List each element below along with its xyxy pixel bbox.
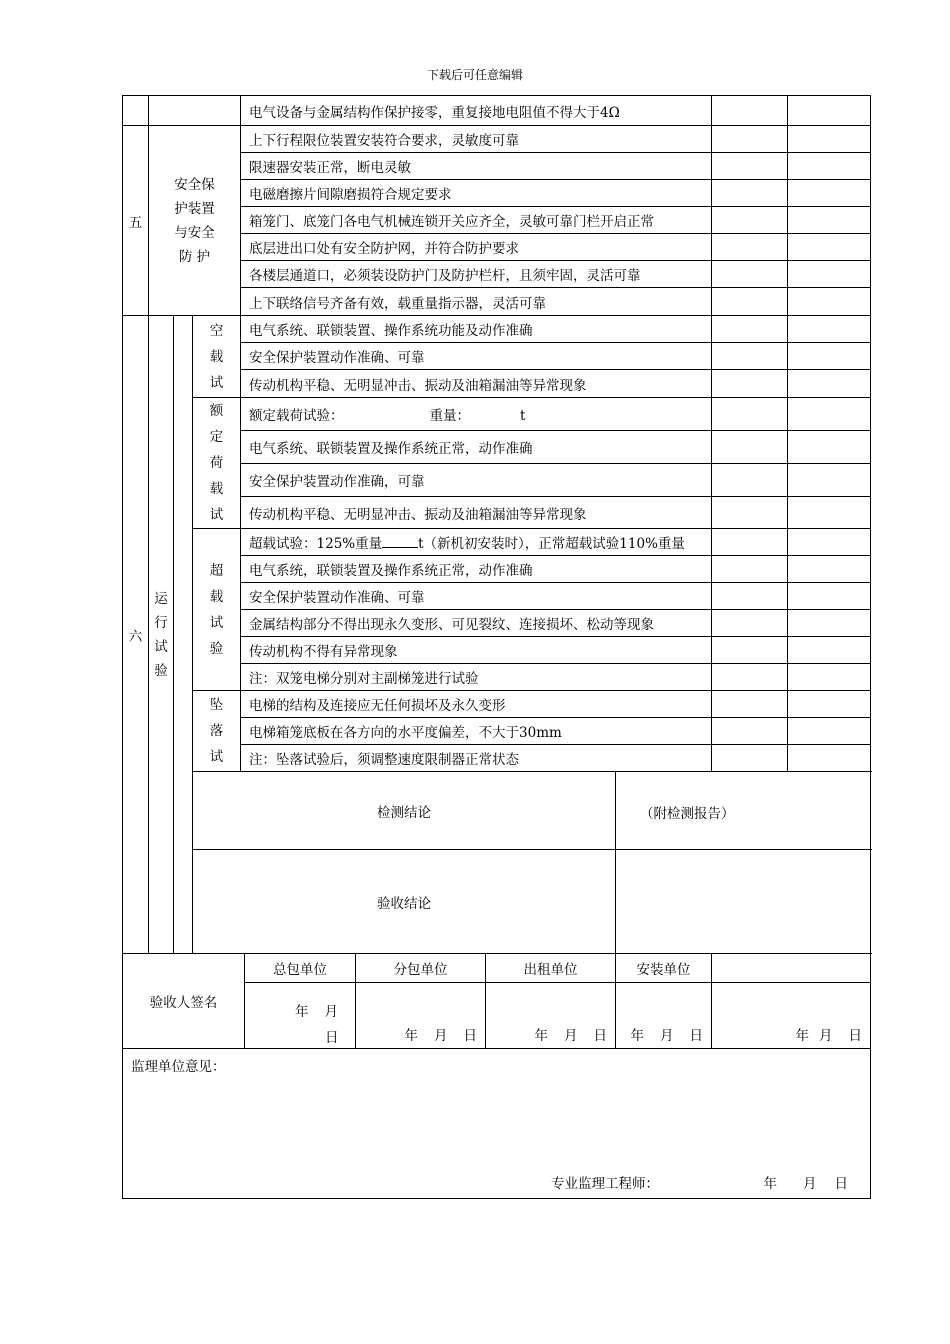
remark-cell bbox=[788, 718, 871, 745]
check-item: 传动机构不得有异常现象 bbox=[241, 637, 712, 664]
remark-cell bbox=[788, 464, 871, 497]
rated-load-test-row bbox=[241, 398, 712, 431]
result-cell bbox=[712, 556, 788, 583]
remark-cell bbox=[788, 583, 871, 610]
unit-lessor: 出租单位 bbox=[486, 954, 616, 983]
section-label-safety: 安全保 护装置 与安全 防 护 bbox=[149, 126, 241, 316]
check-item: 上下联络信号齐备有效，载重量指示器，灵活可靠 bbox=[241, 288, 712, 316]
check-item: 电气系统，联锁装置及操作系统正常，动作准确 bbox=[241, 556, 712, 583]
weight-unit: t bbox=[520, 408, 526, 424]
remark-cell bbox=[788, 343, 871, 370]
result-cell bbox=[712, 745, 788, 772]
check-item: 电梯箱笼底板在各方向的水平度偏差，不大于30mm bbox=[241, 718, 712, 745]
remark-cell bbox=[788, 153, 871, 180]
result-cell bbox=[712, 234, 788, 261]
check-item: 电磁磨擦片间隙磨损符合规定要求 bbox=[241, 180, 712, 207]
check-item: 上下行程限位装置安装符合要求，灵敏度可靠 bbox=[241, 126, 712, 153]
section-number-6: 六 bbox=[123, 316, 149, 954]
check-item: 金属结构部分不得出现永久变形、可见裂纹、连接损坏、松动等现象 bbox=[241, 610, 712, 637]
section-label-running-test: 运 行 试 验 bbox=[149, 316, 174, 954]
check-item: 注：双笼电梯分别对主副梯笼进行试验 bbox=[241, 664, 712, 691]
remark-cell bbox=[788, 96, 871, 126]
blank-column bbox=[174, 316, 193, 954]
blank-cell bbox=[712, 954, 871, 983]
remark-cell bbox=[788, 691, 871, 718]
remark-cell bbox=[788, 610, 871, 637]
remark-cell bbox=[788, 126, 871, 153]
check-item: 限速器安装正常，断电灵敏 bbox=[241, 153, 712, 180]
result-cell bbox=[712, 529, 788, 556]
remark-cell bbox=[788, 370, 871, 398]
unit-subcontractor: 分包单位 bbox=[356, 954, 486, 983]
supervision-label: 监理单位意见： bbox=[131, 1059, 226, 1075]
signature-date-lessor: 年 月 日 bbox=[486, 983, 616, 1049]
remark-cell bbox=[788, 497, 871, 529]
supervision-date: 年 月 日 bbox=[763, 1176, 849, 1192]
result-cell bbox=[712, 207, 788, 234]
signature-date-general: 年 月 日 bbox=[245, 983, 356, 1049]
unit-general-contractor: 总包单位 bbox=[245, 954, 356, 983]
overload-test-prefix: 超载试验：125%重量 bbox=[249, 536, 383, 552]
check-item: 各楼层通道口，必须装设防护门及防护栏杆，且须牢固，灵活可靠 bbox=[241, 261, 712, 288]
remark-cell bbox=[788, 261, 871, 288]
result-cell bbox=[712, 610, 788, 637]
result-cell bbox=[712, 126, 788, 153]
remark-cell bbox=[788, 431, 871, 464]
check-item: 底层进出口处有安全防护网，并符合防护要求 bbox=[241, 234, 712, 261]
result-cell bbox=[712, 464, 788, 497]
signature-label: 验收人签名 bbox=[123, 954, 245, 1049]
result-cell bbox=[712, 398, 788, 431]
result-cell bbox=[712, 431, 788, 464]
remark-cell bbox=[788, 529, 871, 556]
blank-cell bbox=[149, 96, 241, 126]
remark-cell bbox=[788, 745, 871, 772]
result-cell bbox=[712, 153, 788, 180]
result-cell bbox=[712, 664, 788, 691]
remark-cell bbox=[788, 637, 871, 664]
remark-cell bbox=[788, 234, 871, 261]
accept-conclusion-field bbox=[616, 850, 871, 954]
blank-cell bbox=[123, 96, 149, 126]
result-cell bbox=[712, 261, 788, 288]
result-cell bbox=[712, 288, 788, 316]
check-item: 安全保护装置动作准确、可靠 bbox=[241, 343, 712, 370]
remark-cell bbox=[788, 556, 871, 583]
signature-date-sub: 年 月 日 bbox=[356, 983, 486, 1049]
sub-label-empty-load: 空 载 试 bbox=[193, 316, 241, 398]
remark-cell bbox=[788, 207, 871, 234]
unit-installer: 安装单位 bbox=[616, 954, 712, 983]
result-cell bbox=[712, 637, 788, 664]
check-item: 电梯的结构及连接应无任何损坏及永久变形 bbox=[241, 691, 712, 718]
detect-conclusion-text: （附检测报告） bbox=[616, 772, 871, 850]
supervision-opinion bbox=[123, 1049, 871, 1199]
check-item: 安全保护装置动作准确、可靠 bbox=[241, 583, 712, 610]
remark-cell bbox=[788, 316, 871, 343]
check-item: 电气设备与金属结构作保护接零，重复接地电阻值不得大于4Ω bbox=[241, 96, 712, 126]
remark-cell bbox=[788, 398, 871, 431]
signature-date-installer: 年 月 日 bbox=[616, 983, 712, 1049]
check-item: 传动机构平稳、无明显冲击、振动及油箱漏油等异常现象 bbox=[241, 370, 712, 398]
result-cell bbox=[712, 180, 788, 207]
result-cell bbox=[712, 96, 788, 126]
result-cell bbox=[712, 718, 788, 745]
check-item: 电气系统、联锁装置及操作系统正常，动作准确 bbox=[241, 431, 712, 464]
remark-cell bbox=[788, 664, 871, 691]
result-cell bbox=[712, 370, 788, 398]
check-item: 注：坠落试验后，须调整速度限制器正常状态 bbox=[241, 745, 712, 772]
result-cell bbox=[712, 497, 788, 529]
result-cell bbox=[712, 583, 788, 610]
check-item: 箱笼门、底笼门各电气机械连锁开关应齐全，灵敏可靠门栏开启正常 bbox=[241, 207, 712, 234]
overload-test-row bbox=[241, 529, 712, 556]
accept-conclusion-label: 验收结论 bbox=[193, 850, 616, 954]
supervision-engineer-label: 专业监理工程师： bbox=[551, 1176, 659, 1192]
inspection-table bbox=[122, 95, 871, 1199]
remark-cell bbox=[788, 288, 871, 316]
sub-label-overload: 超 载 试 验 bbox=[193, 529, 241, 691]
result-cell bbox=[712, 691, 788, 718]
result-cell bbox=[712, 316, 788, 343]
weight-label: 重量： bbox=[429, 408, 471, 424]
section-number-5: 五 bbox=[123, 126, 149, 316]
page-header-note: 下载后可任意编辑 bbox=[426, 68, 523, 82]
check-item: 安全保护装置动作准确，可靠 bbox=[241, 464, 712, 497]
check-item: 传动机构平稳、无明显冲击、振动及油箱漏油等异常现象 bbox=[241, 497, 712, 529]
overload-test-suffix: t（新机初安装时），正常超载试验110%重量 bbox=[418, 536, 685, 552]
rated-load-test-label: 额定载荷试验： bbox=[249, 408, 344, 424]
remark-cell bbox=[788, 180, 871, 207]
sub-label-drop-test: 坠 落 试 bbox=[193, 691, 241, 772]
check-item: 电气系统、联锁装置、操作系统功能及动作准确 bbox=[241, 316, 712, 343]
result-cell bbox=[712, 343, 788, 370]
sub-label-rated-load: 额 定 荷 载 试 bbox=[193, 398, 241, 529]
detect-conclusion-label: 检测结论 bbox=[193, 772, 616, 850]
signature-date-extra: 年 月 日 bbox=[712, 983, 871, 1049]
